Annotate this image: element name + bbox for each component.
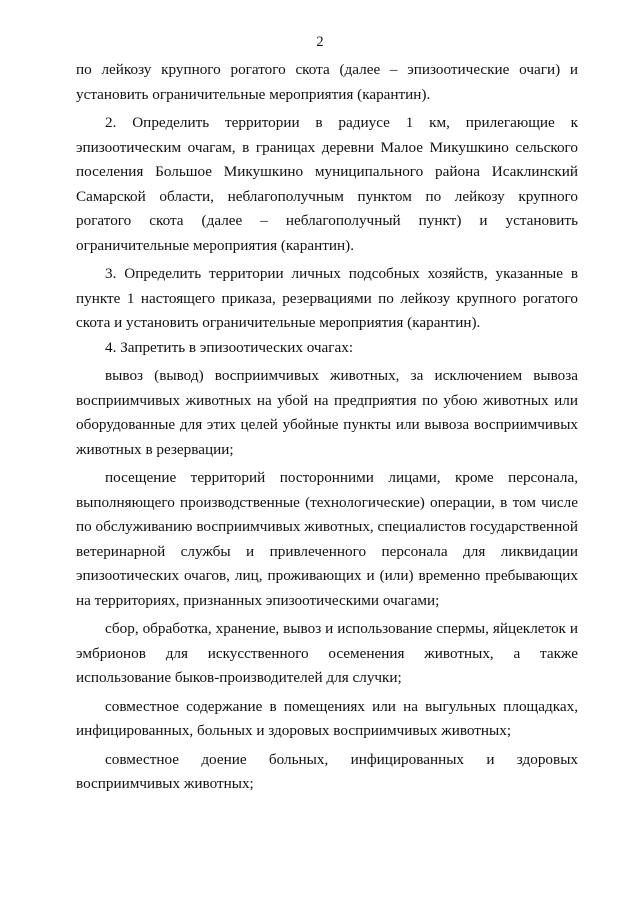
paragraph-ban-joint-milking: совместное доение больных, инфицированных и здоровых восприимчивых животных; [76,750,578,792]
paragraph-ban-visits: посещение территорий посторонними лицами, кроме персонала, выполняющего производственные (технологические) операции, в том числе по обслуживанию восприимчивых животных, специалистов государственной ветеринарной службы и привлеченного персонала для ликвидации эпизоотических очагов, лиц, проживающих и (или) временно пребывающих на территориях, признанных эпизоотическими очагами; [76,469,578,609]
paragraph-ban-joint-keeping: совместное содержание в помещениях или на выгульных площадках, инфицированных, больных и здоровых восприимчивых животных; [76,697,578,739]
paragraph-ban-sperm: сбор, обработка, хранение, вывоз и использование спермы, яйцеклеток и эмбрионов для искусственного осеменения животных, а также использование быков-производителей для случки; [76,620,578,686]
paragraph-ban-export: вывоз (вывод) восприимчивых животных, за исключением вывоза восприимчивых животных на убой на предприятия по убою животных или оборудованные для этих целей убойные пункты или вывоза восприимчивых животных в резервации; [76,367,578,458]
paragraph-continuation: по лейкозу крупного рогатого скота (далее – эпизоотические очаги) и установить ограничительные мероприятия (карантин). [76,61,578,103]
paragraph-item-3: 3. Определить территории личных подсобных хозяйств, указанные в пункте 1 настоящего приказа, резервациями по лейкозу крупного рогатого скота и установить ограничительные мероприятия (карантин). [76,265,578,331]
page-number: 2 [316,34,324,50]
paragraph-item-2: 2. Определить территории в радиусе 1 км, прилегающие к эпизоотическим очагам, в границах деревни Малое Микушкино сельского поселения Большое Микушкино муниципального района Исаклинский Самарской области, неблагополучным пунктом по лейкозу крупного рогатого скота (далее – неблагополучный пункт) и установить ограничительные мероприятия (карантин). [76,114,578,254]
paragraph-item-4: 4. Запретить в эпизоотических очагах: [105,338,354,356]
document-body [76,58,578,797]
